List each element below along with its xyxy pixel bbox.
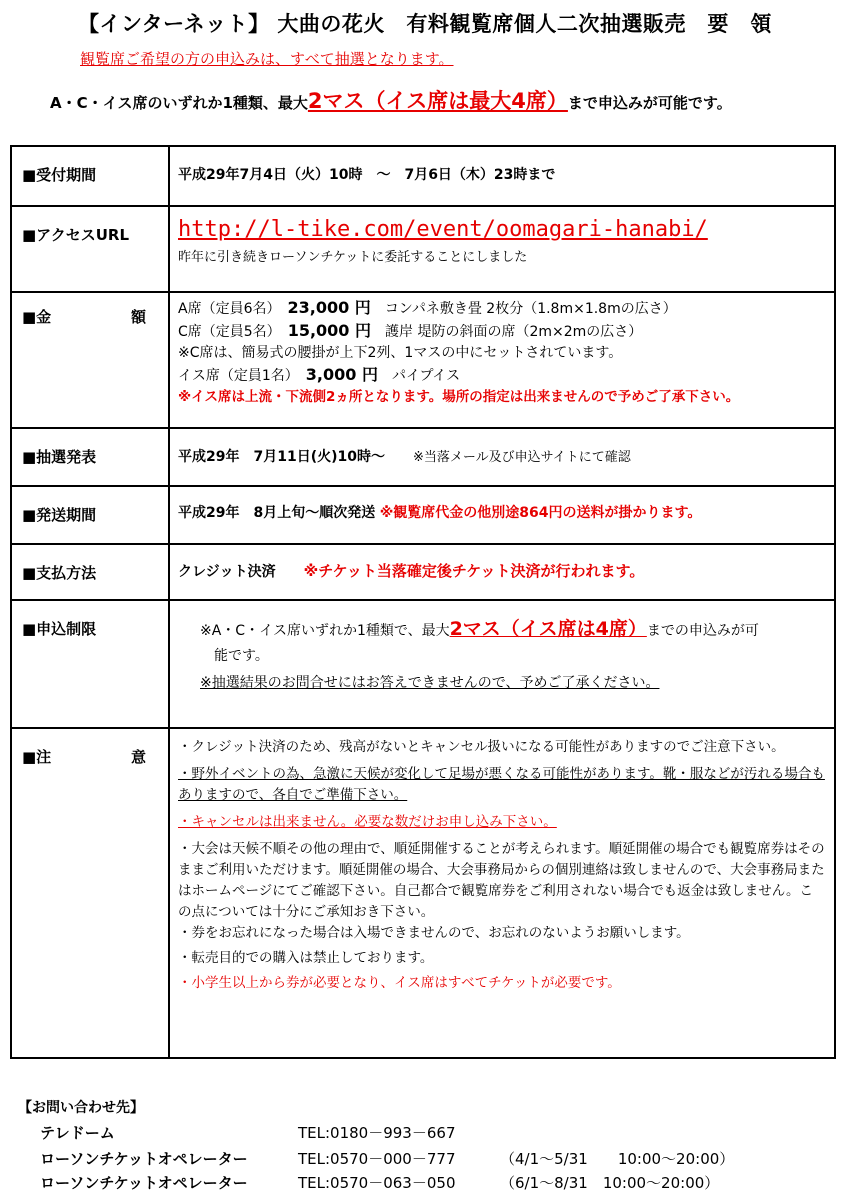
value-lottery: 平成29年 7月11日(火)10時～ ※当落メール及び申込サイトにて確認 [169,428,835,486]
caution-item: ・券をお忘れになった場合は入場できませんので、お忘れのないようお願いします。 [178,925,690,941]
contact-name: ローソンチケットオペレーター [40,1174,248,1192]
caution-item: ・転売目的での購入は禁止しております。 [178,950,434,966]
value-shipping: 平成29年 8月上旬～順次発送 ※観覧席代金の他別途864円の送料が掛かります。 [169,486,835,544]
price-c: C席（定員5名） 15,000 円 護岸 堤防の斜面の席（2m×2mの広さ） [178,321,643,340]
value-payment: クレジット決済 ※チケット当落確定後チケット決済が行われます。 [169,544,835,600]
sales-info-table [10,145,836,1059]
page-title: 【インターネット】 大曲の花火 有料観覧席個人二次抽選販売 要 領 [78,12,772,36]
contact-name: ローソンチケットオペレーター [40,1150,248,1168]
label-lottery: ■抽選発表 [11,428,169,486]
contact-name: テレドーム [40,1124,115,1142]
limit-highlight: 2マス（イス席は最大4席） [307,89,568,113]
url-note: 昨年に引き続きローソンチケットに委託することにしました [178,250,528,265]
price-c-note: ※C席は、簡易式の腰掛が上下2列、1マスの中にセットされています。 [178,345,623,361]
access-url-link[interactable]: http://l-tike.com/event/oomagari-hanabi/ [178,217,708,242]
contact-entry [40,1148,248,1169]
caution-item: ・小学生以上から券が必要となり、イス席はすべてチケットが必要です。 [178,975,621,991]
label-shipping: ■発送期間 [11,486,169,544]
contact-period: （6/1～8/31 10:00～20:00） [500,1174,720,1192]
caution-item: ・大会は天候不順その他の理由で、順延開催することが考えられます。順延開催の場合でも観覧席券はそのままご利用いただけます。順延開催の場合、大会事務局からの個別連絡は致しませんので、大会事務局またはホームページにてご確認下さい。自己都合で観覧席券をご利用されない場合でも返金は致しません。この点については十分にご承知おき下さい。 [178,841,825,920]
label-price: ■金 額 [11,292,169,428]
value-url [169,206,835,292]
label-payment: ■支払方法 [11,544,169,600]
contact-tel: TEL:0180－993－667 [298,1124,456,1142]
caution-item: ・キャンセルは出来ません。必要な数だけお申し込み下さい。 [178,814,557,830]
caution-item: ・クレジット決済のため、残高がないとキャンセル扱いになる可能性がありますのでご注意下さい。 [178,739,785,755]
row-lottery [11,428,835,486]
row-payment [11,544,835,600]
contact-period: （4/1～5/31 10:00～20:00） [500,1150,735,1168]
price-a: A席（定員6名） 23,000 円 コンパネ敷き畳 2枚分（1.8m×1.8mの広さ） [178,298,677,317]
caution-item: ・野外イベントの為、急激に天候が変化して足場が悪くなる可能性があります。靴・服などが汚れる場合もありますので、各自でご準備下さい。 [178,766,825,803]
row-shipping [11,486,835,544]
value-limit: ※A・C・イス席いずれか1種類で、最大2マス（イス席は4席）までの申込みが可 能です。 ※抽選結果のお問合せにはお答えできませんので、予めご了承ください。 [169,600,835,728]
label-period: ■受付期間 [11,146,169,206]
row-caution [11,728,835,1058]
contact-entry [40,1122,115,1143]
row-limit [11,600,835,728]
row-url [11,206,835,292]
price-chair-note: ※イス席は上流・下流側2ヵ所となります。場所の指定は出来ませんので予めご了承下さい。 [178,389,740,405]
label-limit: ■申込制限 [11,600,169,728]
limit-note: ※抽選結果のお問合せにはお答えできませんので、予めご了承ください。 [200,675,660,691]
contact-tel: TEL:0570－063－050 [298,1174,456,1192]
limit-text: ※A・C・イス席いずれか1種類で、最大2マス（イス席は4席）までの申込みが可 [200,618,759,640]
value-caution [169,728,835,1058]
contact-heading: 【お問い合わせ先】 [18,1100,144,1116]
label-caution: ■注 意 [11,728,169,1058]
value-period: 平成29年7月4日（火）10時 ～ 7月6日（木）23時まで [169,146,835,206]
row-price [11,292,835,428]
label-url: ■アクセスURL [11,206,169,292]
limit-summary: A・C・イス席のいずれか1種類、最大2マス（イス席は最大4席）まで申込みが可能です。 [50,89,732,113]
row-period [11,146,835,206]
contact-entry [40,1172,248,1193]
lottery-notice: 観覧席ご希望の方の申込みは、すべて抽選となります。 [80,50,454,68]
contact-tel: TEL:0570－000－777 [298,1150,456,1168]
price-chair: イス席（定員1名） 3,000 円 パイプイス [178,365,461,384]
value-price [169,292,835,428]
